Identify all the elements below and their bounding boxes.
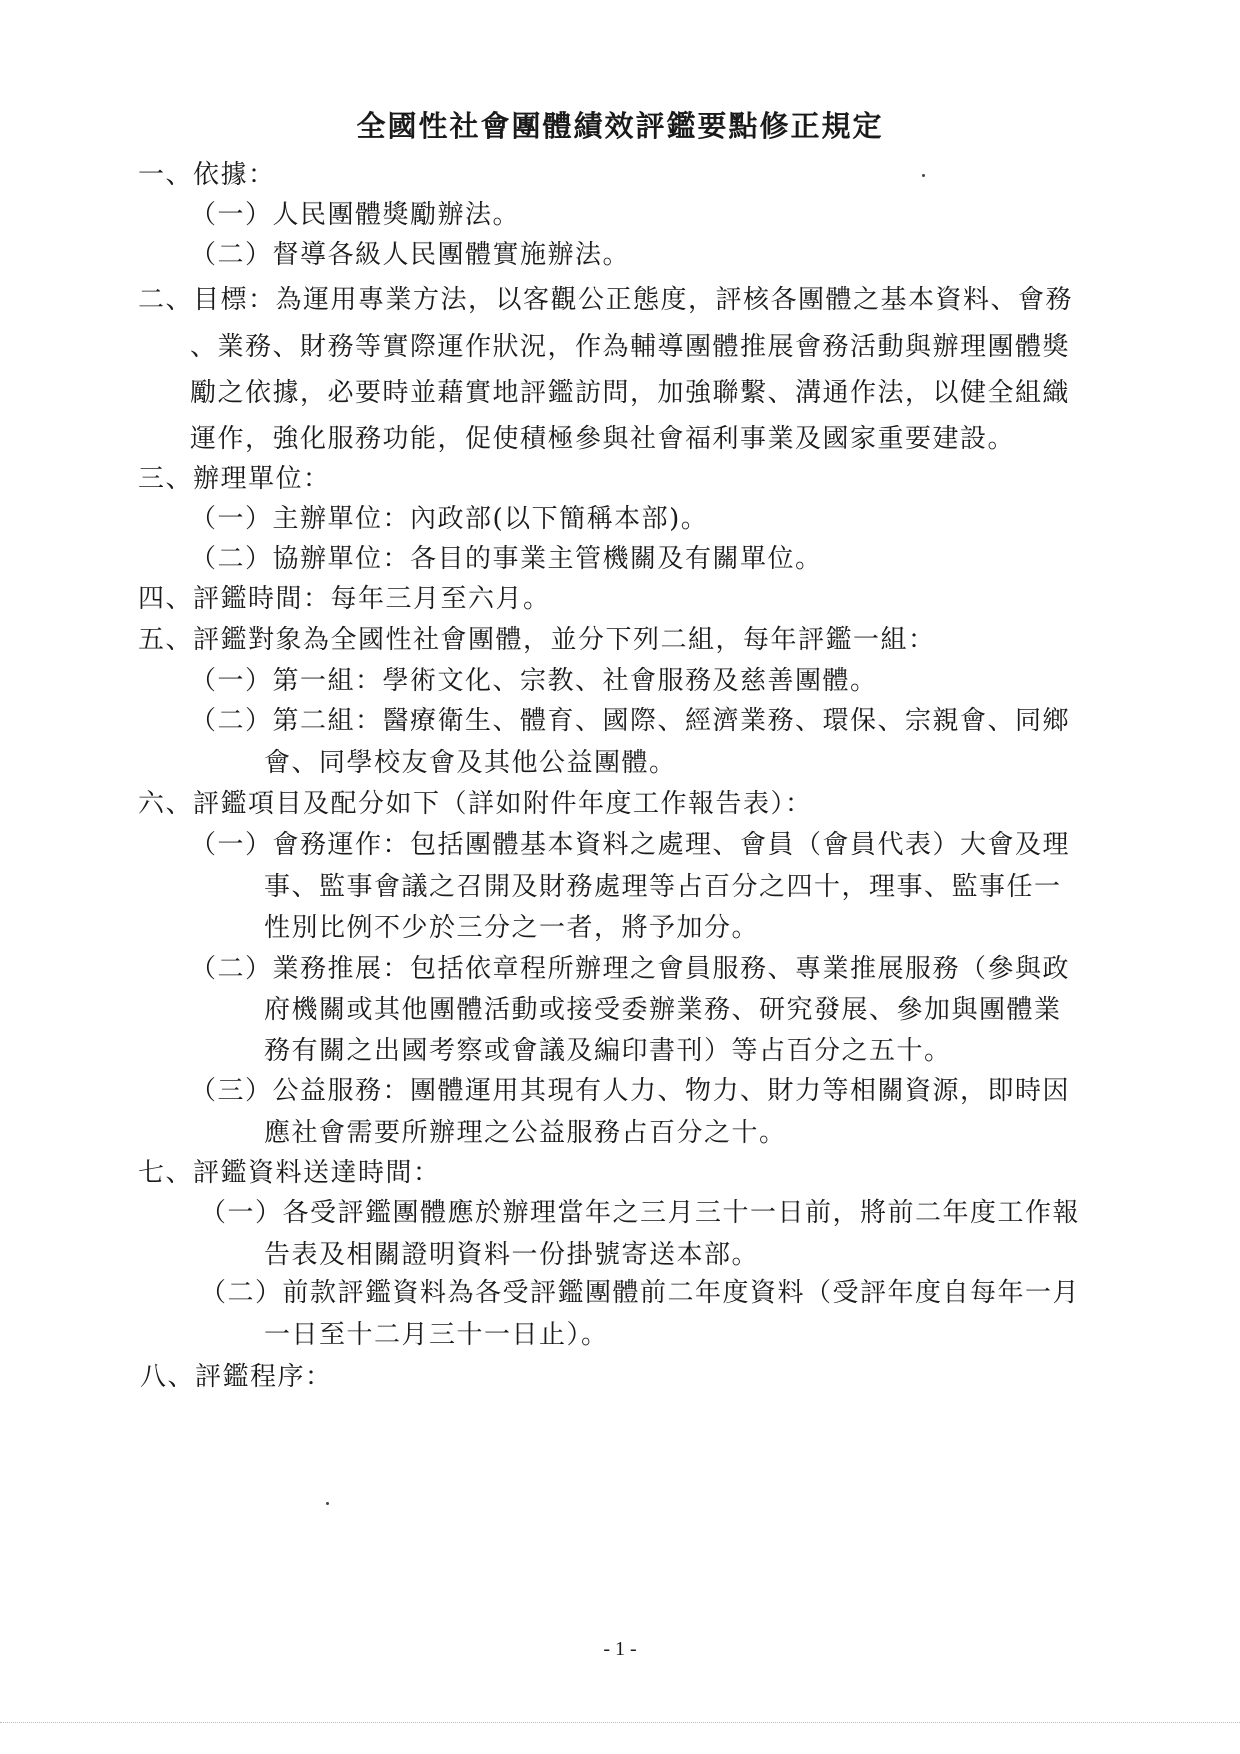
section-6-heading: 六、評鑑項目及配分如下（詳如附件年度工作報告表）： <box>138 789 813 819</box>
section-6-item-3-line-2: 應社會需要所辦理之公益服務占百分之十。 <box>264 1118 787 1148</box>
section-6-item-1-line-3: 性別比例不少於三分之一者，將予加分。 <box>264 913 760 943</box>
section-5-item-2-line-2: 會、同學校友會及其他公益團體。 <box>264 748 677 778</box>
scan-speck <box>922 174 925 177</box>
section-3-item-2: （二）協辦單位：各目的事業主管機關及有關單位。 <box>190 544 823 574</box>
section-1-item-1: （一）人民團體獎勵辦法。 <box>190 200 521 230</box>
section-6-item-2-line-2: 府機關或其他團體活動或接受委辦業務、研究發展、參加與團體業 <box>264 995 1062 1025</box>
section-2-line-2: 、業務、財務等實際運作狀況，作為輔導團體推展會務活動與辦理團體獎 <box>190 332 1071 362</box>
section-7-item-1-line-2: 告表及相關證明資料一份掛號寄送本部。 <box>264 1240 760 1270</box>
document-title: 全國性社會團體績效評鑑要點修正規定 <box>356 109 884 143</box>
section-2-line-1: 二、目標：為運用專業方法，以客觀公正態度，評核各團體之基本資料、會務 <box>138 285 1074 315</box>
section-2-line-3: 勵之依據，必要時並藉實地評鑑訪問，加強聯繫、溝通作法，以健全組織 <box>190 378 1071 408</box>
section-6-item-3-line-1: （三）公益服務：團體運用其現有人力、物力、財力等相關資源，即時因 <box>190 1076 1071 1106</box>
section-6-item-1-line-2: 事、監事會議之召開及財務處理等占百分之四十，理事、監事任一 <box>264 872 1062 902</box>
section-5-item-1: （一）第一組：學術文化、宗教、社會服務及慈善團體。 <box>190 666 878 696</box>
section-7-item-1-line-1: （一）各受評鑑團體應於辦理當年之三月三十一日前，將前二年度工作報 <box>200 1198 1081 1228</box>
section-7-heading: 七、評鑑資料送達時間： <box>138 1158 441 1188</box>
section-7-item-2-line-1: （二）前款評鑑資料為各受評鑑團體前二年度資料（受評年度自每年一月 <box>200 1278 1081 1308</box>
section-1-item-2: （二）督導各級人民團體實施辦法。 <box>190 240 631 270</box>
section-6-item-2-line-1: （二）業務推展：包括依章程所辦理之會員服務、專業推展服務（參與政 <box>190 954 1071 984</box>
section-6-item-2-line-3: 務有關之出國考察或會議及編印書刊）等占百分之五十。 <box>264 1036 952 1066</box>
scan-edge-line <box>0 1722 1240 1723</box>
section-2-line-4: 運作，強化服務功能，促使積極參與社會福利事業及國家重要建設。 <box>190 424 1016 454</box>
section-8-heading: 八、評鑑程序： <box>140 1362 333 1392</box>
section-3-heading: 三、辦理單位： <box>138 464 331 494</box>
section-4: 四、評鑑時間：每年三月至六月。 <box>138 584 551 614</box>
section-5-item-2-line-1: （二）第二組：醫療衛生、體育、國際、經濟業務、環保、宗親會、同鄉 <box>190 706 1071 736</box>
section-7-item-2-line-2: 一日至十二月三十一日止）。 <box>264 1320 609 1350</box>
section-5-heading: 五、評鑑對象為全國性社會團體，並分下列二組，每年評鑑一組： <box>138 625 936 655</box>
scan-speck <box>326 1502 329 1505</box>
section-6-item-1-line-1: （一）會務運作：包括團體基本資料之處理、會員（會員代表）大會及理 <box>190 830 1071 860</box>
page-number: - 1 - <box>603 1638 637 1660</box>
section-1-heading: 一、依據： <box>138 160 276 190</box>
section-3-item-1: （一）主辦單位：內政部(以下簡稱本部)。 <box>190 504 709 534</box>
